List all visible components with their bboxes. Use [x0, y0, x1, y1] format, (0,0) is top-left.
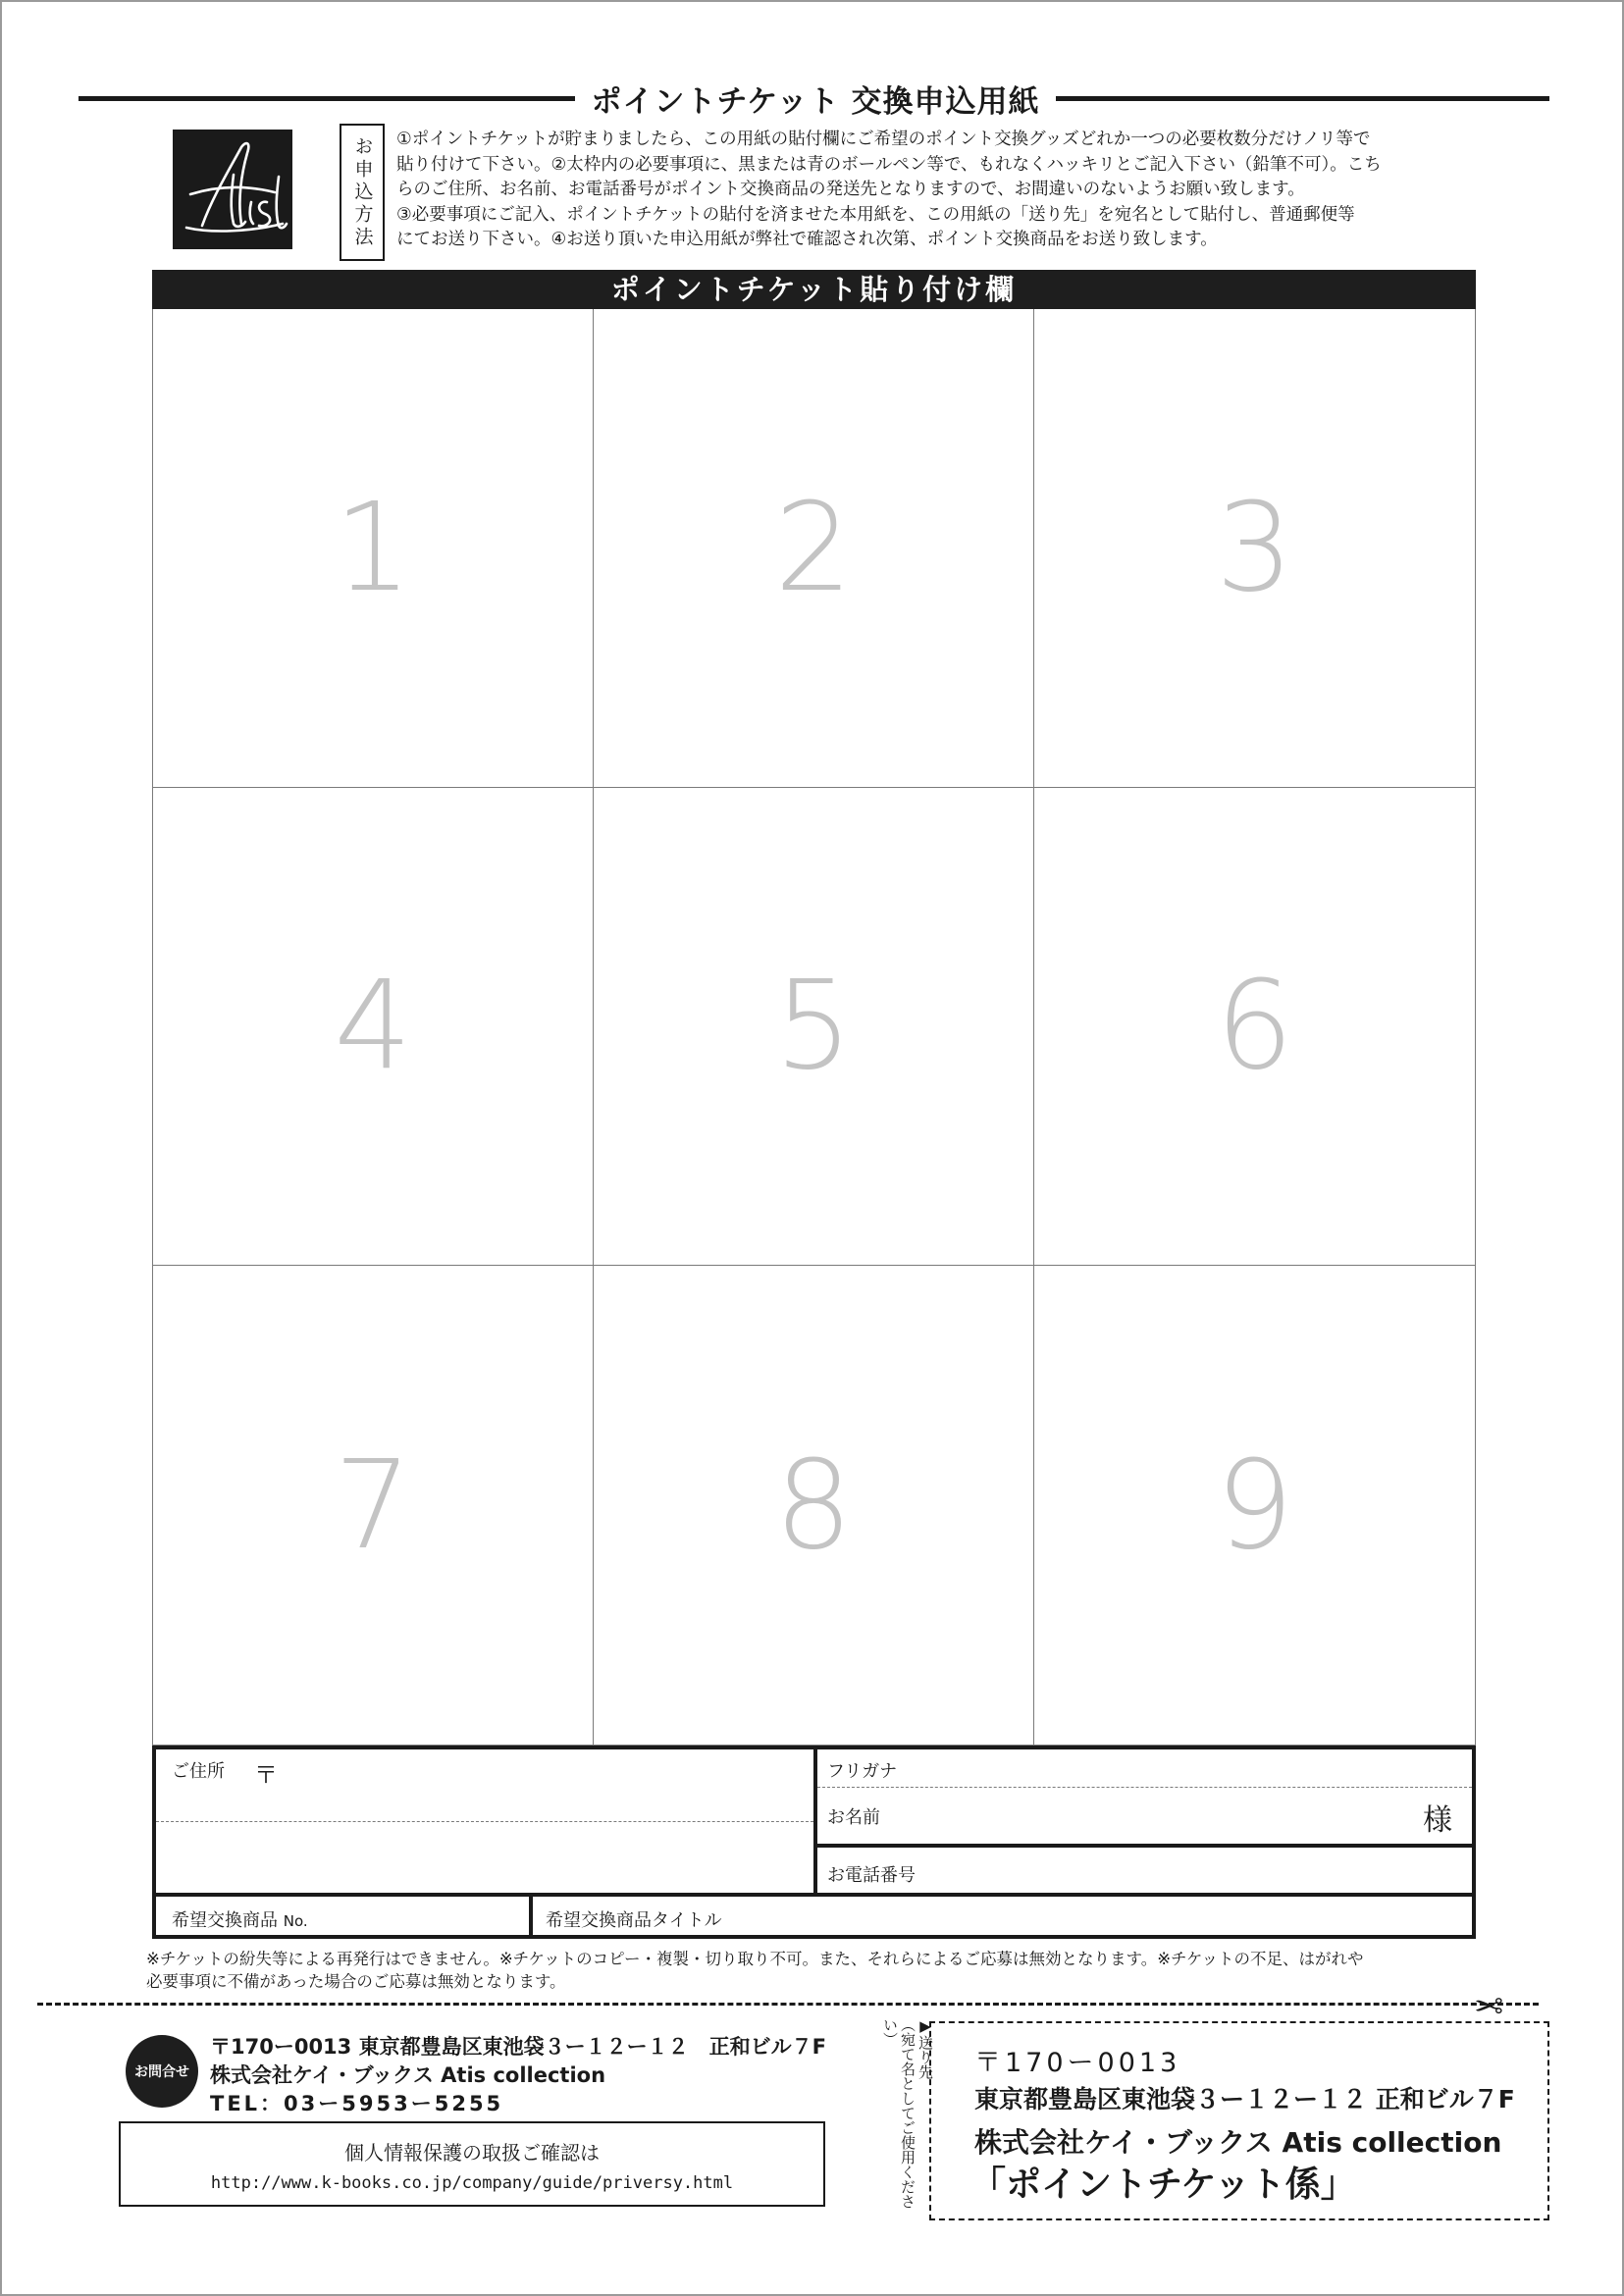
mail-street: 東京都豊島区東池袋３ー１２ー１２ 正和ビル７F: [974, 2085, 1515, 2113]
ticket-area-banner: ポイントチケット貼り付け欄: [152, 270, 1476, 309]
item-fields-row: [156, 1893, 1472, 1939]
ticket-slot-5: 5: [594, 788, 1034, 1267]
page-title: ポイントチケット 交換申込用紙: [591, 84, 1040, 120]
instruction-line: 貼り付けて下さい。②太枠内の必要事項に、黒または青のボールペン等で、もれなくハッキリとご記入下さい（鉛筆不可）。こち: [396, 154, 1382, 175]
atis-logo: [173, 130, 292, 249]
ticket-slot-3: 3: [1034, 309, 1475, 788]
ticket-slot-2: 2: [594, 309, 1034, 788]
sendto-label: [881, 2017, 934, 2214]
item-number-label: 希望交換商品 No.: [172, 1910, 308, 1931]
ticket-slot-6: 6: [1034, 788, 1475, 1267]
postal-mark: 〒: [254, 1761, 278, 1789]
header-rule-right: [1056, 96, 1549, 101]
contact-address: 〒170ー0013 東京都豊島区東池袋３ー１２ー１２ 正和ビル７F: [210, 2035, 826, 2059]
ticket-slot-9: 9: [1215, 1434, 1294, 1577]
contact-badge: お問合せ: [126, 2035, 198, 2108]
contact-info: [210, 2033, 826, 2118]
contact-phone: TEL：03ー5953ー5255: [210, 2092, 504, 2115]
applicant-form: [152, 1746, 1476, 1939]
mailing-address-box: [929, 2021, 1549, 2220]
instruction-line: ①ポイントチケットが貯まりましたら、この用紙の貼付欄にご希望のポイント交換グッズどれか一つの必要枚数分だけノリ等で: [396, 130, 1371, 149]
honorific-label: 様: [1423, 1803, 1452, 1838]
mail-department: 「ポイントチケット係」: [970, 2165, 1356, 2205]
name-label: お名前: [827, 1807, 880, 1828]
ticket-slot-8: 8: [594, 1266, 1034, 1745]
item-title-label: 希望交換商品タイトル: [546, 1910, 722, 1931]
name-phone-fields: [817, 1749, 1472, 1897]
instruction-line: らのご住所、お名前、お電話番号がポイント交換商品の発送先となりますので、お間違いのないようお願い致します。: [396, 180, 1305, 199]
application-instructions: [396, 128, 1486, 253]
phone-label: お電話番号: [827, 1865, 916, 1886]
instruction-line: ③必要事項にご記入、ポイントチケットの貼付を済ませた本用紙を、この用紙の「送り先」を宛名として貼付し、普通郵便等: [396, 204, 1355, 225]
item-divider: [529, 1897, 533, 1939]
ticket-slot-4: 4: [153, 788, 594, 1267]
notes: [146, 1948, 1491, 1993]
cut-line: [37, 2003, 1539, 2006]
address-field[interactable]: [156, 1749, 817, 1897]
privacy-box: [119, 2121, 825, 2207]
note-line: ※チケットの紛失等による再発行はできません。※チケットのコピー・複製・切り取り不可。また、それらによるご応募は無効となります。※チケットの不足、はがれや: [146, 1950, 1364, 1968]
ticket-slot-1: 1: [153, 309, 594, 788]
phone-divider: [817, 1844, 1472, 1848]
application-method-label: お申込方法: [340, 124, 385, 261]
ticket-slot-7: 7: [153, 1266, 594, 1745]
scissors-icon: ✂: [1474, 1984, 1504, 2024]
privacy-url[interactable]: http://www.k-books.co.jp/company/guide/priversy.html: [210, 2173, 734, 2193]
privacy-text: 個人情報保護の取扱ご確認は: [344, 2141, 600, 2165]
header-rule-left: [79, 96, 575, 101]
mail-company: 株式会社ケイ・ブックス Atis collection: [974, 2126, 1502, 2159]
address-divider: [156, 1821, 813, 1822]
note-line: 必要事項に不備があった場合のご応募は無効となります。: [146, 1972, 566, 1991]
furigana-divider: [817, 1787, 1472, 1788]
contact-company: 株式会社ケイ・ブックス Atis collection: [210, 2063, 606, 2087]
address-label: ご住所: [172, 1761, 225, 1782]
sendto-text: ▶送り先 （宛て名としてご使用ください）: [881, 2017, 934, 2209]
atis-logo-mark: [173, 130, 292, 249]
mail-postal: 〒170ー0013: [974, 2048, 1181, 2078]
instruction-line: にてお送り下さい。④お送り頂いた申込用紙が弊社で確認され次第、ポイント交換商品をお送り致します。: [396, 230, 1218, 249]
furigana-label: フリガナ: [827, 1761, 898, 1782]
ticket-paste-grid: [152, 309, 1476, 1746]
